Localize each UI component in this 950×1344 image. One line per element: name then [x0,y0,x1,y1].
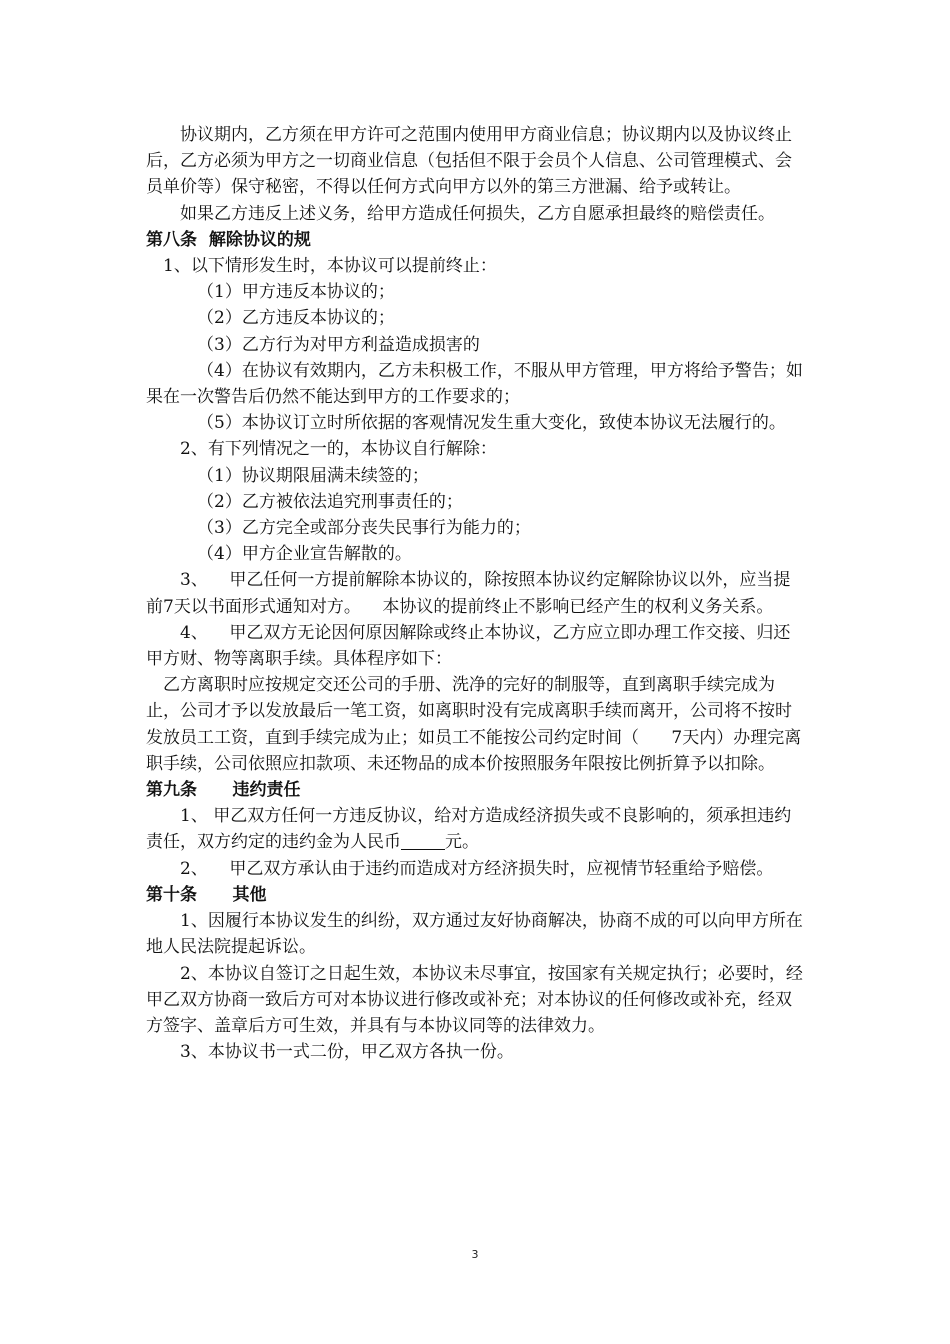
article-9-heading: 第九条 违约责任 [146,780,301,801]
article-10-clause-1: 1、因履行本协议发生的纠纷，双方通过友好协商解决，协商不成的可以向甲方所在地人民法院提起诉讼。 [146,911,803,958]
article-9-clause-1-text: 1、 甲乙双方任何一方违反协议，给对方造成经济损失或不良影响的，须承担违约责任，双方约定的违约金为人民币 [146,806,792,853]
article-8-clause-2-item: （2）乙方被依法追究刑事责任的； [197,491,463,512]
document-body [146,122,806,1065]
article-8-clause-2-intro: 2、有下列情况之一的，本协议自行解除： [180,439,497,460]
article-8-clause-1-item: （2）乙方违反本协议的； [197,308,395,329]
article-10-heading: 第十条 其他 [146,884,267,905]
paragraph-confidentiality: 协议期内，乙方须在甲方许可之范围内使用甲方商业信息；协议期内以及协议终止后，乙方必须为甲方之一切商业信息（包括但不限于会员个人信息、公司管理模式、会员单价等）保守秘密，不得以任何方式向甲方以外的第三方泄漏、给予或转让。 [146,125,792,198]
article-8-clause-1-item: （4）在协议有效期内，乙方未积极工作，不服从甲方管理，甲方将给予警告；如果在一次警告后仍然不能达到甲方的工作要求的； [146,360,803,408]
article-8-clause-4: 4、 甲乙双方无论因何原因解除或终止本协议，乙方应立即办理工作交接、归还甲方财、物等离职手续。具体程序如下： [146,622,791,670]
article-8-clause-2-item: （4）甲方企业宣告解散的。 [197,544,412,565]
article-8-clause-1-item: （3）乙方行为对甲方利益造成损害的 [197,334,480,355]
article-8-clause-3: 3、 甲乙任何一方提前解除本协议的，除按照本协议约定解除协议以外，应当提前7天以书面形式通知对方。 本协议的提前终止不影响已经产生的权利义务关系。 [146,570,791,617]
article-9-clause-2: 2、 甲乙双方承认由于违约而造成对方经济损失时，应视情节轻重给予赔偿。 [180,858,774,879]
article-9-clause-1-unit: 元。 [445,832,479,853]
penalty-amount-blank [401,831,445,850]
article-8-clause-2-item: （1）协议期限届满未续签的； [197,465,429,486]
article-8-clause-1-intro: 1、以下情形发生时，本协议可以提前终止： [163,256,497,277]
page-number: 3 [471,1248,479,1261]
article-9-clause-1 [146,803,806,855]
article-10-clause-2: 2、本协议自签订之日起生效，本协议未尽事宜，按国家有关规定执行；必要时，经甲乙双方协商一致后方可对本协议进行修改或补充；对本协议的任何修改或补充，经双方签字、盖章后方可生效，并具有与本协议同等的法律效力。 [146,963,803,1036]
article-8-clause-1-item: （1）甲方违反本协议的； [197,282,395,303]
article-8-heading: 第八条 解除协议的规 [146,229,311,250]
paragraph-liability: 如果乙方违反上述义务，给甲方造成任何损失，乙方自愿承担最终的赔偿责任。 [180,203,775,224]
article-8-clause-4-procedure: 乙方离职时应按规定交还公司的手册、洗净的完好的制服等，直到离职手续完成为止，公司才予以发放最后一笔工资，如离职时没有完成离职手续而离开，公司将不按时发放员工工资，直到手续完成为止；如员工不能按公司约定时间（ 7天内）办理完离职手续，公司依照应扣款项、未还物品的成本价按照服务年限按比例折算予以扣除。 [146,675,802,774]
article-8-clause-2-item: （3）乙方完全或部分丧失民事行为能力的； [197,518,531,539]
article-10-clause-3: 3、本协议书一式二份，甲乙双方各执一份。 [180,1042,514,1063]
article-8-clause-1-item: （5）本协议订立时所依据的客观情况发生重大变化，致使本协议无法履行的。 [197,413,786,434]
